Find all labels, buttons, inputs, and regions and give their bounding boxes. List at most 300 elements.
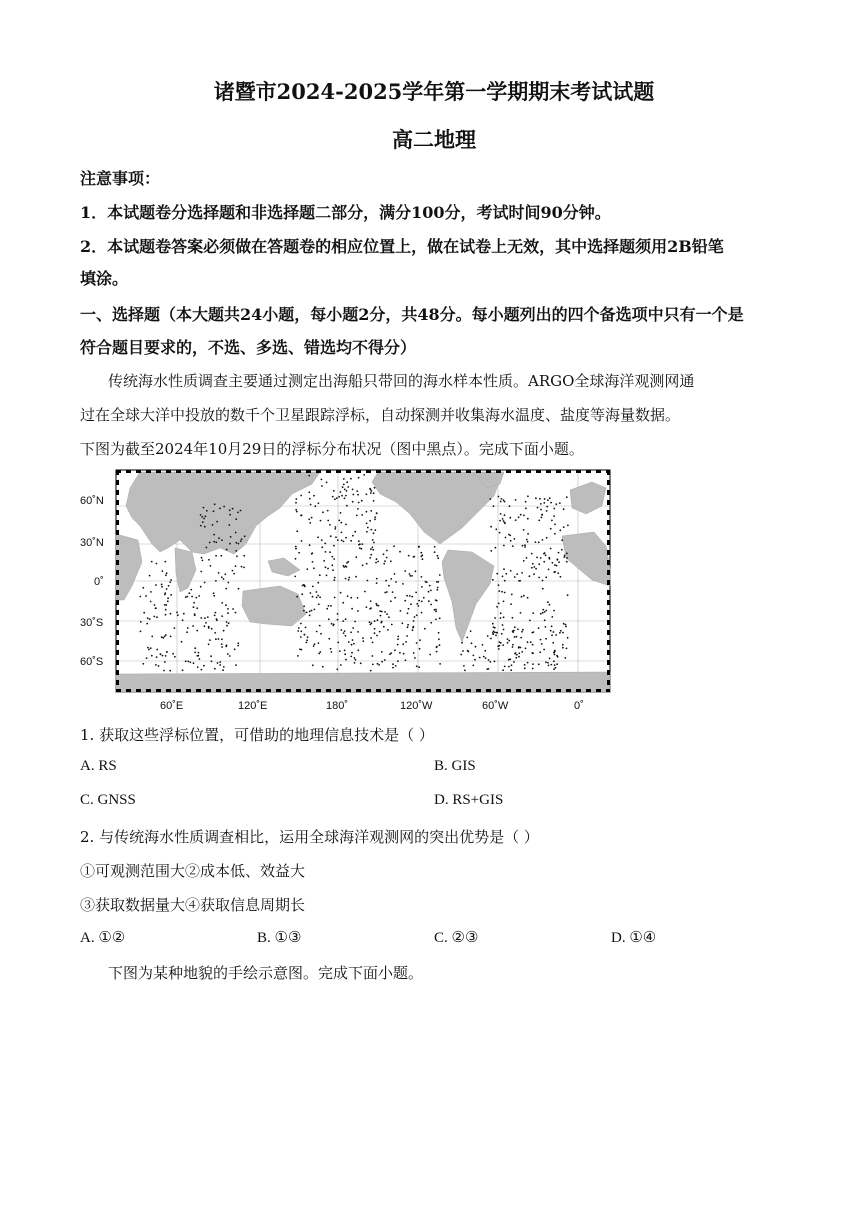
float-dot xyxy=(220,555,222,557)
float-dot xyxy=(374,628,376,630)
float-dot xyxy=(563,556,565,558)
float-dot xyxy=(233,573,235,575)
float-dot xyxy=(380,615,382,617)
float-dot xyxy=(532,663,534,665)
float-dot xyxy=(353,643,355,645)
float-dot xyxy=(437,555,439,557)
float-dot xyxy=(542,539,544,541)
float-dot xyxy=(538,627,540,629)
float-dot xyxy=(379,610,381,612)
float-dot xyxy=(361,543,363,545)
float-dot xyxy=(386,613,388,615)
float-dot xyxy=(416,665,418,667)
float-dot xyxy=(421,586,423,588)
float-dot xyxy=(193,602,195,604)
float-dot xyxy=(503,545,505,547)
float-dot xyxy=(400,610,402,612)
float-dot xyxy=(376,512,378,514)
float-dot xyxy=(215,555,217,557)
float-dot xyxy=(301,514,303,516)
float-dot xyxy=(243,567,245,569)
float-dot xyxy=(303,584,305,586)
float-dot xyxy=(484,650,486,652)
float-dot xyxy=(334,498,336,500)
float-dot xyxy=(497,645,499,647)
q2-option-a[interactable]: A. ①② xyxy=(80,930,126,946)
float-dot xyxy=(541,517,543,519)
float-dot xyxy=(418,600,420,602)
float-dot xyxy=(318,642,320,644)
float-dot xyxy=(502,576,504,578)
float-dot xyxy=(165,574,167,576)
float-dot xyxy=(308,518,310,520)
float-dot xyxy=(193,662,195,664)
float-dot xyxy=(436,651,438,653)
float-dot xyxy=(412,629,414,631)
float-dot xyxy=(504,522,506,524)
float-dot xyxy=(510,540,512,542)
float-dot xyxy=(372,547,374,549)
float-dot xyxy=(564,657,566,659)
float-dot xyxy=(226,621,228,623)
float-dot xyxy=(559,529,561,531)
float-dot xyxy=(306,639,308,641)
float-dot xyxy=(503,601,505,603)
float-dot xyxy=(514,576,516,578)
float-dot xyxy=(331,623,333,625)
float-dot xyxy=(512,617,514,619)
float-dot xyxy=(494,661,496,663)
float-dot xyxy=(390,560,392,562)
float-dot xyxy=(562,644,564,646)
float-dot xyxy=(345,635,347,637)
float-dot xyxy=(435,599,437,601)
float-dot xyxy=(526,557,528,559)
lon-label-120e: 120˚E xyxy=(238,700,268,712)
float-dot xyxy=(228,622,230,624)
float-dot xyxy=(370,548,372,550)
float-dot xyxy=(518,652,520,654)
float-dot xyxy=(192,625,194,627)
float-dot xyxy=(313,495,315,497)
float-dot xyxy=(295,509,297,511)
float-dot xyxy=(545,626,547,628)
float-dot xyxy=(161,586,163,588)
float-dot xyxy=(332,624,334,626)
float-dot xyxy=(538,563,540,565)
float-dot xyxy=(321,546,323,548)
float-dot xyxy=(343,566,345,568)
float-dot xyxy=(331,564,333,566)
float-dot xyxy=(358,540,360,542)
float-dot xyxy=(407,624,409,626)
float-dot xyxy=(405,659,407,661)
float-dot xyxy=(361,514,363,516)
float-dot xyxy=(148,649,150,651)
float-dot xyxy=(297,630,299,632)
float-dot xyxy=(545,638,547,640)
float-dot xyxy=(377,561,379,563)
float-dot xyxy=(213,595,215,597)
float-dot xyxy=(295,502,297,504)
float-dot xyxy=(555,667,557,669)
float-dot xyxy=(399,551,401,553)
float-dot xyxy=(522,629,524,631)
float-dot xyxy=(518,580,520,582)
float-dot xyxy=(376,582,378,584)
float-dot xyxy=(333,558,335,560)
float-dot xyxy=(338,496,340,498)
float-dot xyxy=(357,508,359,510)
float-dot xyxy=(498,603,500,605)
float-dot xyxy=(539,498,541,500)
float-dot xyxy=(518,647,520,649)
float-dot xyxy=(549,558,551,560)
float-dot xyxy=(511,664,513,666)
float-dot xyxy=(355,659,357,661)
float-dot xyxy=(467,650,469,652)
float-dot xyxy=(430,604,432,606)
float-dot xyxy=(550,528,552,530)
float-dot xyxy=(367,580,369,582)
float-dot xyxy=(554,650,556,652)
float-dot xyxy=(420,552,422,554)
float-dot xyxy=(307,636,309,638)
float-dot xyxy=(357,649,359,651)
float-dot xyxy=(227,582,229,584)
float-dot xyxy=(551,520,553,522)
float-dot xyxy=(238,588,240,590)
float-dot xyxy=(521,596,523,598)
float-dot xyxy=(318,653,320,655)
float-dot xyxy=(567,525,569,527)
float-dot xyxy=(235,518,237,520)
float-dot xyxy=(490,526,492,528)
float-dot xyxy=(376,635,378,637)
float-dot xyxy=(350,631,352,633)
float-dot xyxy=(154,604,156,606)
float-dot xyxy=(512,545,514,547)
float-dot xyxy=(370,624,372,626)
float-dot xyxy=(507,638,509,640)
float-dot xyxy=(300,630,302,632)
float-dot xyxy=(492,579,494,581)
float-dot xyxy=(408,555,410,557)
float-dot xyxy=(335,536,337,538)
float-dot xyxy=(434,546,436,548)
float-dot xyxy=(309,611,311,613)
float-dot xyxy=(321,485,323,487)
float-dot xyxy=(345,537,347,539)
float-dot xyxy=(552,642,554,644)
float-dot xyxy=(531,567,533,569)
float-dot xyxy=(566,553,568,555)
float-dot xyxy=(383,553,385,555)
float-dot xyxy=(350,597,352,599)
float-dot xyxy=(165,604,167,606)
float-dot xyxy=(409,595,411,597)
lat-label-60s: 60˚S xyxy=(80,656,104,668)
float-dot xyxy=(217,662,219,664)
float-dot xyxy=(204,625,206,627)
float-dot xyxy=(557,572,559,574)
float-dot xyxy=(527,541,529,543)
lon-label-120w: 120˚W xyxy=(400,700,433,712)
float-dot xyxy=(463,665,465,667)
float-dot xyxy=(237,642,239,644)
float-dot xyxy=(310,592,312,594)
float-dot xyxy=(411,596,413,598)
float-dot xyxy=(201,516,203,518)
float-dot xyxy=(512,630,514,632)
float-dot xyxy=(197,666,199,668)
float-dot xyxy=(199,658,201,660)
float-dot xyxy=(328,618,330,620)
float-dot xyxy=(164,604,166,606)
float-dot xyxy=(421,601,423,603)
float-dot xyxy=(334,577,336,579)
float-dot xyxy=(187,661,189,663)
float-dot xyxy=(343,541,345,543)
float-dot xyxy=(163,670,165,672)
float-dot xyxy=(490,638,492,640)
float-dot xyxy=(304,586,306,588)
float-dot xyxy=(524,546,526,548)
float-dot xyxy=(344,497,346,499)
q1-option-b[interactable]: B. GIS xyxy=(434,758,476,774)
float-dot xyxy=(219,508,221,510)
float-dot xyxy=(186,631,188,633)
float-dot xyxy=(516,573,518,575)
q1-option-a[interactable]: A. RS xyxy=(80,758,117,774)
float-dot xyxy=(363,474,365,476)
float-dot xyxy=(306,642,308,644)
float-dot xyxy=(532,563,534,565)
float-dot xyxy=(309,615,311,617)
float-dot xyxy=(162,655,164,657)
float-dot xyxy=(563,526,565,528)
float-dot xyxy=(559,632,561,634)
float-dot xyxy=(413,620,415,622)
section-heading-line-1: 一、选择题（本大题共24小题，每小题2分，共48分。每小题列出的四个备选项中只有一个是 xyxy=(80,305,744,324)
float-dot xyxy=(553,515,555,517)
float-dot xyxy=(554,654,556,656)
float-dot xyxy=(209,542,211,544)
float-dot xyxy=(342,602,344,604)
float-dot xyxy=(460,654,462,656)
float-dot xyxy=(392,591,394,593)
float-dot xyxy=(187,627,189,629)
float-dot xyxy=(298,627,300,629)
float-dot xyxy=(513,661,515,663)
float-dot xyxy=(345,659,347,661)
float-dot xyxy=(311,517,313,519)
float-dot xyxy=(381,661,383,663)
float-dot xyxy=(200,571,202,573)
float-dot xyxy=(409,575,411,577)
q2-option-d[interactable]: D. ①④ xyxy=(611,930,657,946)
float-dot xyxy=(225,604,227,606)
float-dot xyxy=(416,603,418,605)
float-dot xyxy=(489,498,491,500)
float-dot xyxy=(335,526,337,528)
float-dot xyxy=(213,592,215,594)
float-dot xyxy=(518,656,520,658)
float-dot xyxy=(500,617,502,619)
float-dot xyxy=(464,670,466,672)
float-dot xyxy=(523,529,525,531)
float-dot xyxy=(235,612,237,614)
float-dot xyxy=(566,648,568,650)
float-dot xyxy=(308,475,310,477)
float-dot xyxy=(546,510,548,512)
float-dot xyxy=(300,636,302,638)
q2-option-b[interactable]: B. ①③ xyxy=(257,930,302,946)
float-dot xyxy=(547,499,549,501)
float-dot xyxy=(545,576,547,578)
float-dot xyxy=(543,561,545,563)
float-dot xyxy=(411,575,413,577)
float-dot xyxy=(319,574,321,576)
float-dot xyxy=(538,663,540,665)
float-dot xyxy=(309,498,311,500)
float-dot xyxy=(331,556,333,558)
float-dot xyxy=(167,600,169,602)
float-dot xyxy=(237,512,239,514)
float-dot xyxy=(301,649,303,651)
float-dot xyxy=(550,630,552,632)
float-dot xyxy=(525,648,527,650)
float-dot xyxy=(554,524,556,526)
float-dot xyxy=(301,540,303,542)
float-dot xyxy=(361,500,363,502)
float-dot xyxy=(326,575,328,577)
float-dot xyxy=(421,612,423,614)
float-dot xyxy=(333,579,335,581)
float-dot xyxy=(551,616,553,618)
float-dot xyxy=(369,520,371,522)
float-dot xyxy=(195,597,197,599)
float-dot xyxy=(219,661,221,663)
float-dot xyxy=(155,584,157,586)
float-dot xyxy=(370,607,372,609)
float-dot xyxy=(515,519,517,521)
float-dot xyxy=(436,646,438,648)
float-dot xyxy=(200,525,202,527)
float-dot xyxy=(543,649,545,651)
float-dot xyxy=(216,619,218,621)
float-dot xyxy=(316,591,318,593)
float-dot xyxy=(348,641,350,643)
float-dot xyxy=(436,581,438,583)
float-dot xyxy=(223,666,225,668)
q2-option-c[interactable]: C. ②③ xyxy=(434,930,479,946)
float-dot xyxy=(384,611,386,613)
float-dot xyxy=(193,606,195,608)
float-dot xyxy=(340,522,342,524)
float-dot xyxy=(373,542,375,544)
float-dot xyxy=(527,495,529,497)
float-dot xyxy=(366,531,368,533)
float-dot xyxy=(416,614,418,616)
float-dot xyxy=(419,648,421,650)
float-dot xyxy=(547,662,549,664)
float-dot xyxy=(489,661,491,663)
float-dot xyxy=(482,644,484,646)
float-dot xyxy=(499,532,501,534)
float-dot xyxy=(407,626,409,628)
float-dot xyxy=(359,547,361,549)
float-dot xyxy=(509,535,511,537)
float-dot xyxy=(145,595,147,597)
float-dot xyxy=(502,669,504,671)
float-dot xyxy=(515,652,517,654)
float-dot xyxy=(164,561,166,563)
q1-option-c[interactable]: C. GNSS xyxy=(80,792,136,808)
float-dot xyxy=(538,577,540,579)
float-dot xyxy=(327,520,329,522)
float-dot xyxy=(352,501,354,503)
float-dot xyxy=(406,635,408,637)
float-dot xyxy=(384,592,386,594)
float-dot xyxy=(508,640,510,642)
float-dot xyxy=(498,584,500,586)
lat-label-30n: 30˚N xyxy=(80,537,104,549)
float-dot xyxy=(346,505,348,507)
float-dot xyxy=(306,612,308,614)
float-dot xyxy=(386,557,388,559)
float-dot xyxy=(372,664,374,666)
float-dot xyxy=(567,637,569,639)
argo-float-map xyxy=(80,466,620,712)
float-dot xyxy=(439,574,441,576)
float-dot xyxy=(296,596,298,598)
float-dot xyxy=(373,500,375,502)
float-dot xyxy=(140,631,142,633)
float-dot xyxy=(495,635,497,637)
float-dot xyxy=(473,655,475,657)
float-dot xyxy=(529,620,531,622)
float-dot xyxy=(318,603,320,605)
float-dot xyxy=(338,520,340,522)
float-dot xyxy=(342,620,344,622)
float-dot xyxy=(244,535,246,537)
float-dot xyxy=(555,503,557,505)
float-dot xyxy=(186,596,188,598)
float-dot xyxy=(156,563,158,565)
float-dot xyxy=(351,652,353,654)
float-dot xyxy=(221,576,223,578)
float-dot xyxy=(300,495,302,497)
float-dot xyxy=(374,519,376,521)
float-dot xyxy=(395,581,397,583)
float-dot xyxy=(340,629,342,631)
float-dot xyxy=(388,585,390,587)
float-dot xyxy=(434,609,436,611)
float-dot xyxy=(370,510,372,512)
q1-option-d[interactable]: D. RS+GIS xyxy=(434,792,504,808)
float-dot xyxy=(558,561,560,563)
float-dot xyxy=(490,550,492,552)
float-dot xyxy=(232,508,234,510)
float-dot xyxy=(355,576,357,578)
float-dot xyxy=(200,514,202,516)
float-dot xyxy=(183,613,185,615)
float-dot xyxy=(515,657,517,659)
float-dot xyxy=(544,611,546,613)
float-dot xyxy=(401,622,403,624)
float-dot xyxy=(325,566,327,568)
